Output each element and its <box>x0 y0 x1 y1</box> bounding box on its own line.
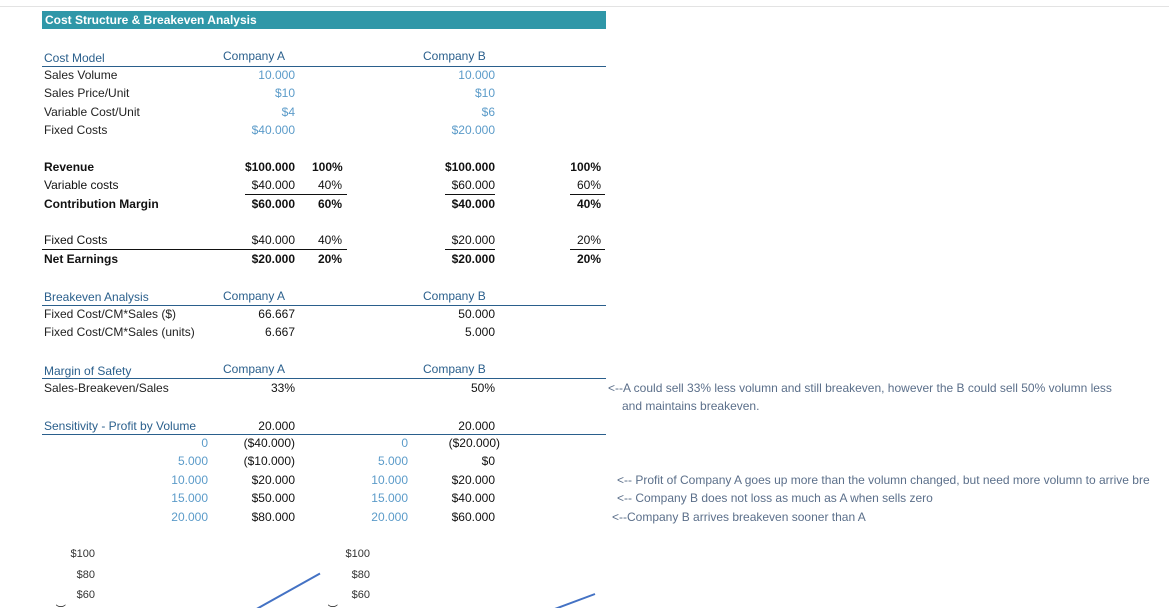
mos-b-value: 50% <box>470 381 495 395</box>
cost-row-b-value: $6 <box>481 105 495 119</box>
cost-row-a-value: $10 <box>274 86 295 100</box>
sensitivity-note: <-- Profit of Company A goes up more than the volumn changed, but need more volumn to arrive bre <box>617 473 1150 487</box>
sensitivity-profit-b: $0 <box>481 454 495 468</box>
breakeven-a-value: 6.667 <box>264 325 295 339</box>
sensitivity-volume-b: 15.000 <box>371 491 408 505</box>
income-a-value: $20.000 <box>251 252 295 266</box>
breakeven-b-value: 50.000 <box>458 307 495 321</box>
sensitivity-volume-b: 10.000 <box>371 473 408 487</box>
sensitivity-volume-a: 15.000 <box>171 491 208 505</box>
sensitivity-profit-b: $20.000 <box>451 473 495 487</box>
sheet-title: Cost Structure & Breakeven Analysis <box>42 11 606 29</box>
chart-a-axis-glyph: ( <box>55 604 67 608</box>
income-a-value: $40.000 <box>251 233 295 247</box>
chart-b-y-tick: $60 <box>351 589 370 601</box>
breakeven-row-label: Fixed Cost/CM*Sales (units) <box>44 325 195 339</box>
income-row-label: Contribution Margin <box>44 197 159 211</box>
income-row-label: Fixed Costs <box>44 233 108 247</box>
chart-a-y-tick: $60 <box>76 589 95 601</box>
income-b-pct: 40% <box>576 197 601 211</box>
sensitivity-profit-a: $80.000 <box>251 510 295 524</box>
sensitivity-b-head: 20.000 <box>458 419 495 433</box>
income-a-value: $100.000 <box>244 160 295 174</box>
breakeven-company-a: Company A <box>223 289 286 303</box>
mos-a-value: 33% <box>270 381 295 395</box>
chart-b-axis-glyph: ( <box>327 604 339 608</box>
cost-row-a-value: $40.000 <box>251 123 295 137</box>
sensitivity-profit-b: ($20.000) <box>448 436 500 450</box>
income-a-pct: 40% <box>318 178 343 192</box>
income-a-pct: 40% <box>318 233 343 247</box>
cost-row-b-value: 10.000 <box>458 68 495 82</box>
cost-row-b-value: $10 <box>474 86 495 100</box>
sensitivity-volume-a: 5.000 <box>177 454 208 468</box>
chart-b-y-tick: $80 <box>351 569 370 581</box>
income-a-value: $40.000 <box>251 178 295 192</box>
breakeven-b-value: 5.000 <box>464 325 495 339</box>
sensitivity-profit-b: $60.000 <box>451 510 495 524</box>
income-a-pct: 60% <box>318 197 343 211</box>
income-a-value: $60.000 <box>251 197 295 211</box>
mos-company-a: Company A <box>223 362 286 376</box>
cost-row-label: Fixed Costs <box>44 123 108 137</box>
chart-a-series-line <box>100 574 320 608</box>
sensitivity-profit-a: $50.000 <box>251 491 295 505</box>
income-b-value: $40.000 <box>451 197 495 211</box>
income-row-label: Revenue <box>44 160 95 174</box>
sensitivity-volume-a: 20.000 <box>171 510 208 524</box>
company-a-header: Company A <box>223 49 286 63</box>
mos-row-label: Sales-Breakeven/Sales <box>44 381 169 395</box>
chart-a-y-tick: $100 <box>70 548 95 560</box>
income-a-pct: 20% <box>318 252 343 266</box>
cost-row-b-value: $20.000 <box>451 123 495 137</box>
sensitivity-profit-a: ($10.000) <box>243 454 295 468</box>
chart-b-y-tick: $100 <box>345 548 370 560</box>
cost-row-label: Sales Price/Unit <box>44 86 130 100</box>
sensitivity-profit-a: $20.000 <box>251 473 295 487</box>
cost-model-header: Cost Model <box>44 51 105 65</box>
chart-a-y-tick: $80 <box>76 569 95 581</box>
sensitivity-a-head: 20.000 <box>258 419 295 433</box>
cost-row-a-value: $4 <box>281 105 295 119</box>
sensitivity-profit-b: $40.000 <box>451 491 495 505</box>
sensitivity-volume-a: 10.000 <box>171 473 208 487</box>
income-a-pct: 100% <box>312 160 343 174</box>
cost-row-label: Sales Volume <box>44 68 118 82</box>
sensitivity-volume-b: 5.000 <box>377 454 408 468</box>
breakeven-row-label: Fixed Cost/CM*Sales ($) <box>44 307 177 321</box>
mos-note: <--A could sell 33% less volumn and still breakeven, however the B could sell 50% volumn less <box>608 381 1112 395</box>
cost-row-a-value: 10.000 <box>258 68 295 82</box>
income-b-value: $20.000 <box>451 233 495 247</box>
cost-row-label: Variable Cost/Unit <box>44 105 140 119</box>
sensitivity-note: <-- Company B does not loss as much as A when sells zero <box>617 491 933 505</box>
breakeven-company-b: Company B <box>423 289 486 303</box>
income-b-value: $100.000 <box>444 160 495 174</box>
sensitivity-profit-a: ($40.000) <box>243 436 295 450</box>
sensitivity-note: <--Company B arrives breakeven sooner than A <box>612 510 866 524</box>
income-b-pct: 60% <box>576 178 601 192</box>
income-b-pct: 20% <box>576 252 601 266</box>
mos-note-continued: and maintains breakeven. <box>622 399 760 413</box>
sensitivity-header: Sensitivity - Profit by Volume <box>44 419 197 433</box>
breakeven-header: Breakeven Analysis <box>44 290 149 304</box>
company-b-header: Company B <box>423 49 486 63</box>
mos-company-b: Company B <box>423 362 486 376</box>
margin-of-safety-header: Margin of Safety <box>44 364 132 378</box>
income-b-value: $20.000 <box>451 252 495 266</box>
income-b-value: $60.000 <box>451 178 495 192</box>
breakeven-a-value: 66.667 <box>258 307 295 321</box>
sensitivity-volume-b: 0 <box>401 436 408 450</box>
income-row-label: Variable costs <box>44 178 119 192</box>
income-b-pct: 100% <box>570 160 601 174</box>
sensitivity-volume-a: 0 <box>201 436 208 450</box>
chart-b-series-line <box>375 594 595 608</box>
sensitivity-volume-b: 20.000 <box>371 510 408 524</box>
income-row-label: Net Earnings <box>44 252 119 266</box>
income-b-pct: 20% <box>576 233 601 247</box>
